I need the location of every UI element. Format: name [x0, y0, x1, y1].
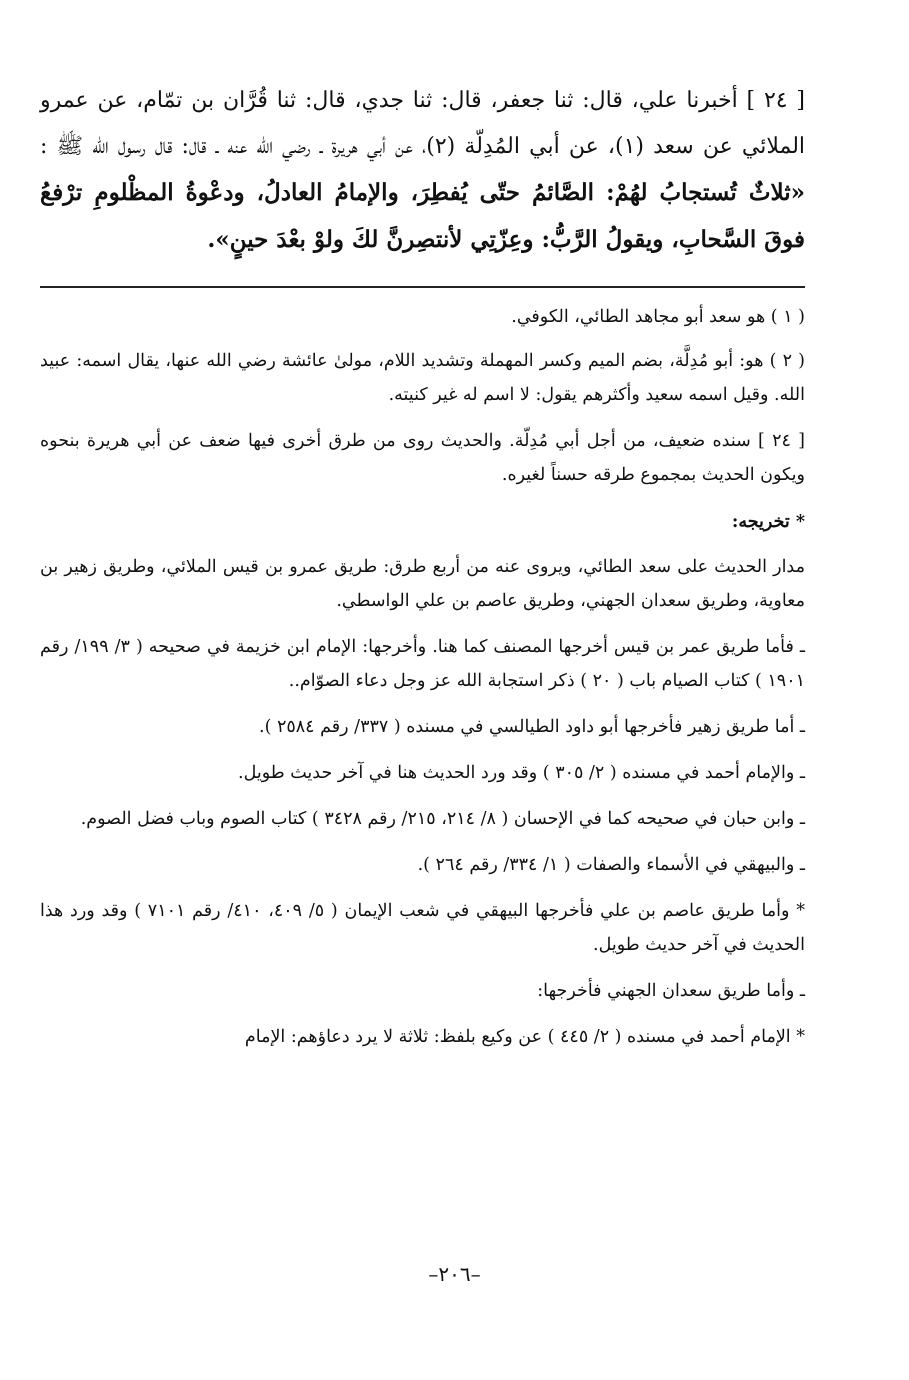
page-number: –٢٠٦– — [428, 1262, 481, 1286]
takhrij-paragraph: * الإمام أحمد في مسنده ( ٢/ ٤٤٥ ) عن وكيع بلفظ: ثلاثة لا يرد دعاؤهم: الإمام — [244, 1027, 805, 1047]
takhrij-paragraph: * وأما طريق عاصم بن علي فأخرجها البيهقي في شعب الإيمان ( ٥/ ٤٠٩، ٤١٠/ رقم ٧١٠١ ) وقد ورد هذا الحديث في آخر حديث طويل. — [40, 901, 805, 955]
takhrij-paragraph: ـ وابن حبان في صحيحه كما في الإحسان ( ٨/ ٢١٤، ٢١٥/ رقم ٣٤٢٨ ) كتاب الصوم وباب فضل الصوم. — [80, 809, 805, 829]
footnote-1: ( ١ ) هو سعد أبو مجاهد الطائي، الكوفي. — [511, 307, 805, 327]
grading-note: [ ٢٤ ] سنده ضعيف، من أجل أبي مُدِلّة. والحديث روى من طرق أخرى فيها ضعف عن أبي هريرة بنحوه ويكون الحديث بمجموع طرقه حسناً لغيره. — [40, 431, 805, 485]
takhrij-paragraph: ـ أما طريق زهير فأخرجها أبو داود الطيالسي في مسنده ( ٣٣٧/ رقم ٢٥٨٤ ). — [259, 717, 805, 737]
hadith-text — [40, 78, 805, 264]
takhrij-paragraph: مدار الحديث على سعد الطائي، ويروى عنه من أربع طرق: طريق عمرو بن قيس الملائي، وطريق زهير بن معاوية، وطريق سعدان الجهني، وطريق عاصم بن علي الواسطي. — [40, 557, 805, 611]
hadith-block — [40, 78, 805, 264]
takhrij-paragraph: ـ والبيهقي في الأسماء والصفات ( ١/ ٣٣٤/ رقم ٢٦٤ ). — [417, 855, 805, 875]
footnote-divider — [40, 286, 805, 288]
page-body — [40, 78, 805, 1066]
takhrij-paragraph: ـ وأما طريق سعدان الجهني فأخرجها: — [537, 981, 805, 1001]
footnotes — [40, 300, 805, 1054]
takhrij-paragraph: ـ والإمام أحمد في مسنده ( ٢/ ٣٠٥ ) وقد ورد الحديث هنا في آخر حديث طويل. — [238, 763, 805, 783]
takhrij-heading: * تخريجه: — [731, 512, 805, 532]
isnad-text: [ ٢٤ ] أخبرنا علي، قال: ثنا جعفر، قال: ثنا جدي، قال: ثنا قُرَّان بن تمّام، عن عمرو الملائي عن سعد (١)، عن أبي المُدِلّة (٢)، عن أبي هريرة ـ رضي الله عنه ـ قال: قال رسول الله ﷺ : — [40, 88, 806, 159]
footnote-2: ( ٢ ) هو: أبو مُدِلَّة، بضم الميم وكسر المهملة وتشديد اللام، مولىٰ عائشة رضي الله عنها، يقال اسمه: عبيد الله. وقيل اسمه سعيد وأكثرهم يقول: لا اسم له غير كنيته. — [40, 351, 805, 405]
matn-text: «ثلاثٌ تُستجابُ لهُمْ: الصَّائمُ حتّى يُفطِرَ، والإمامُ العادلُ، ودعْوةُ المظْلومِ ترْفعُ فوقَ السَّحابِ، ويقولُ الرَّبُّ: وعِزّتِي لأنتصِرنَّ لكَ ولوْ بعْدَ حينٍ». — [40, 179, 805, 253]
takhrij-paragraph: ـ فأما طريق عمر بن قيس أخرجها المصنف كما هنا. وأخرجها: الإمام ابن خزيمة في صحيحه ( ٣/ ١٩٩/ رقم ١٩٠١ ) كتاب الصيام باب ( ٢٠ ) ذكر استجابة الله عز وجل دعاء الصوّام.. — [40, 637, 805, 691]
